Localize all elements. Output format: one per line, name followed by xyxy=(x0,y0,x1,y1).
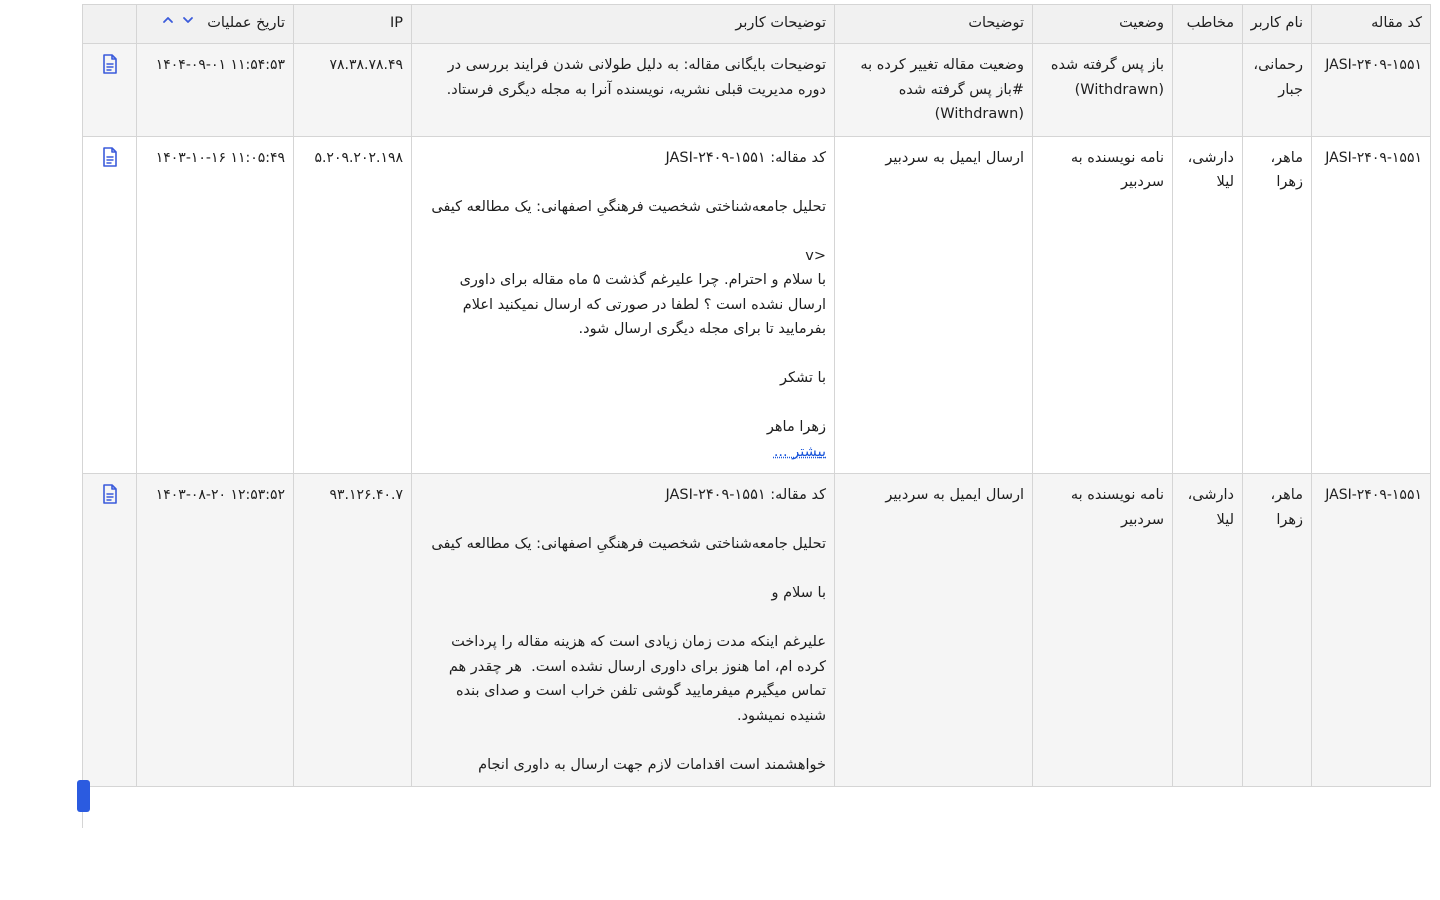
cell-status: نامه نویسنده به سردبیر xyxy=(1033,136,1173,474)
side-panel-tab[interactable] xyxy=(77,780,90,812)
article-code-text: JASI-۲۴۰۹-۱۵۵۱ xyxy=(1325,57,1422,73)
table-row xyxy=(83,474,1431,787)
cell-recipient: دارشی، لیلا xyxy=(1173,474,1243,787)
column-header-operation-date[interactable] xyxy=(137,5,294,44)
column-header-label: مخاطب xyxy=(1186,15,1234,31)
cell-ip xyxy=(294,44,412,137)
column-header-status[interactable] xyxy=(1033,5,1173,44)
cell-description: ارسال ایمیل به سردبیر xyxy=(835,474,1033,787)
cell-ip xyxy=(294,474,412,787)
cell-actions xyxy=(83,474,137,787)
cell-article-code xyxy=(1312,474,1431,787)
column-header-label: تاریخ عملیات xyxy=(207,15,285,31)
cell-user-description xyxy=(412,136,835,474)
article-code-text: JASI-۲۴۰۹-۱۵۵۱ xyxy=(1325,487,1422,503)
cell-description: وضعیت مقاله تغییر کرده به #باز پس گرفته شده (Withdrawn) xyxy=(835,44,1033,137)
cell-article-code xyxy=(1312,136,1431,474)
cell-recipient: دارشی، لیلا xyxy=(1173,136,1243,474)
column-header-ip[interactable] xyxy=(294,5,412,44)
column-header-label: توضیحات xyxy=(968,15,1024,31)
column-header-username[interactable] xyxy=(1243,5,1312,44)
document-icon[interactable] xyxy=(100,483,120,505)
ip-text: ۹۳.۱۲۶.۴۰.۷ xyxy=(329,487,403,503)
cell-article-code xyxy=(1312,44,1431,137)
cell-operation-date xyxy=(137,474,294,787)
user-description-text: کد مقاله: JASI-۲۴۰۹-۱۵۵۱ تحلیل جامعه‌شناختی شخصیت فرهنگیِ اصفهانی: یک مطالعه کیفی با سلام و علیرغم اینکه مدت زمان زیادی است که هزینه مقاله را پرداخت کرده ام، اما هنوز برای داوری ارسال نشده است. هر چقدر هم تماس میگیرم میفرمایید گوشی تلفن خراب است و صدای بنده شنیده نمیشود. خواهشمند است اقدامات لازم جهت ارسال به داوری انجام xyxy=(431,487,826,773)
cell-actions xyxy=(83,136,137,474)
table-row xyxy=(83,44,1431,137)
column-header-label: IP xyxy=(389,15,403,31)
document-icon[interactable] xyxy=(100,146,120,168)
operations-log-table xyxy=(82,5,1431,787)
user-description-text: کد مقاله: JASI-۲۴۰۹-۱۵۵۱ تحلیل جامعه‌شناختی شخصیت فرهنگیِ اصفهانی: یک مطالعه کیفی <v با سلام و احترام. چرا علیرغم گذشت ۵ ماه مقاله برای داوری ارسال نشده است ؟ لطفا در صورتی که ارسال نمیکنید اعلام بفرمایید تا برای مجله دیگری ارسال شود. با تشکر زهرا ماهر xyxy=(431,149,826,435)
cell-status: باز پس گرفته شده (Withdrawn) xyxy=(1033,44,1173,137)
column-header-label: توضیحات کاربر xyxy=(735,15,826,31)
cell-status: نامه نویسنده به سردبیر xyxy=(1033,474,1173,787)
column-header-actions xyxy=(83,5,137,44)
chevron-down-icon[interactable] xyxy=(181,13,195,27)
column-header-description[interactable] xyxy=(835,5,1033,44)
cell-user-description xyxy=(412,474,835,787)
cell-username: رحمانی، جبار xyxy=(1243,44,1312,137)
cell-description: ارسال ایمیل به سردبیر xyxy=(835,136,1033,474)
cell-operation-date xyxy=(137,44,294,137)
article-code-text: JASI-۲۴۰۹-۱۵۵۱ xyxy=(1325,149,1422,166)
document-icon[interactable] xyxy=(100,53,120,75)
column-header-label: نام کاربر xyxy=(1250,15,1303,31)
column-header-article-code[interactable] xyxy=(1312,5,1431,44)
table-row xyxy=(83,136,1431,474)
chevron-up-icon[interactable] xyxy=(161,13,175,27)
cell-recipient xyxy=(1173,44,1243,137)
cell-ip xyxy=(294,136,412,474)
cell-user-description xyxy=(412,44,835,137)
cell-operation-date xyxy=(137,136,294,474)
cell-actions xyxy=(83,44,137,137)
table-header-row xyxy=(83,5,1431,44)
cell-username: ماهر، زهرا xyxy=(1243,136,1312,474)
operation-date-text: ۱۴۰۳-۱۰-۱۶ ۱۱:۰۵:۴۹ xyxy=(155,149,285,166)
operation-date-text: ۱۴۰۴-۰۹-۰۱ ۱۱:۵۴:۵۳ xyxy=(155,57,285,73)
column-header-user-description[interactable] xyxy=(412,5,835,44)
column-header-label: وضعیت xyxy=(1119,15,1164,31)
operations-log-table-viewport xyxy=(82,4,1431,828)
show-more-link[interactable]: بیشتر ... xyxy=(773,443,826,460)
user-description-text: توضیحات بایگانی مقاله: به دلیل طولانی شدن فرایند بررسی در دوره مدیریت قبلی نشریه، نویسنده آنرا به مجله دیگری فرستاد. xyxy=(443,57,826,98)
column-header-recipient[interactable] xyxy=(1173,5,1243,44)
cell-username: ماهر، زهرا xyxy=(1243,474,1312,787)
ip-text: ۵.۲۰۹.۲۰۲.۱۹۸ xyxy=(314,149,403,166)
ip-text: ۷۸.۳۸.۷۸.۴۹ xyxy=(329,57,403,73)
column-header-label: کد مقاله xyxy=(1371,15,1422,31)
sort-controls xyxy=(161,13,195,27)
operation-date-text: ۱۴۰۳-۰۸-۲۰ ۱۲:۵۳:۵۲ xyxy=(155,487,285,503)
